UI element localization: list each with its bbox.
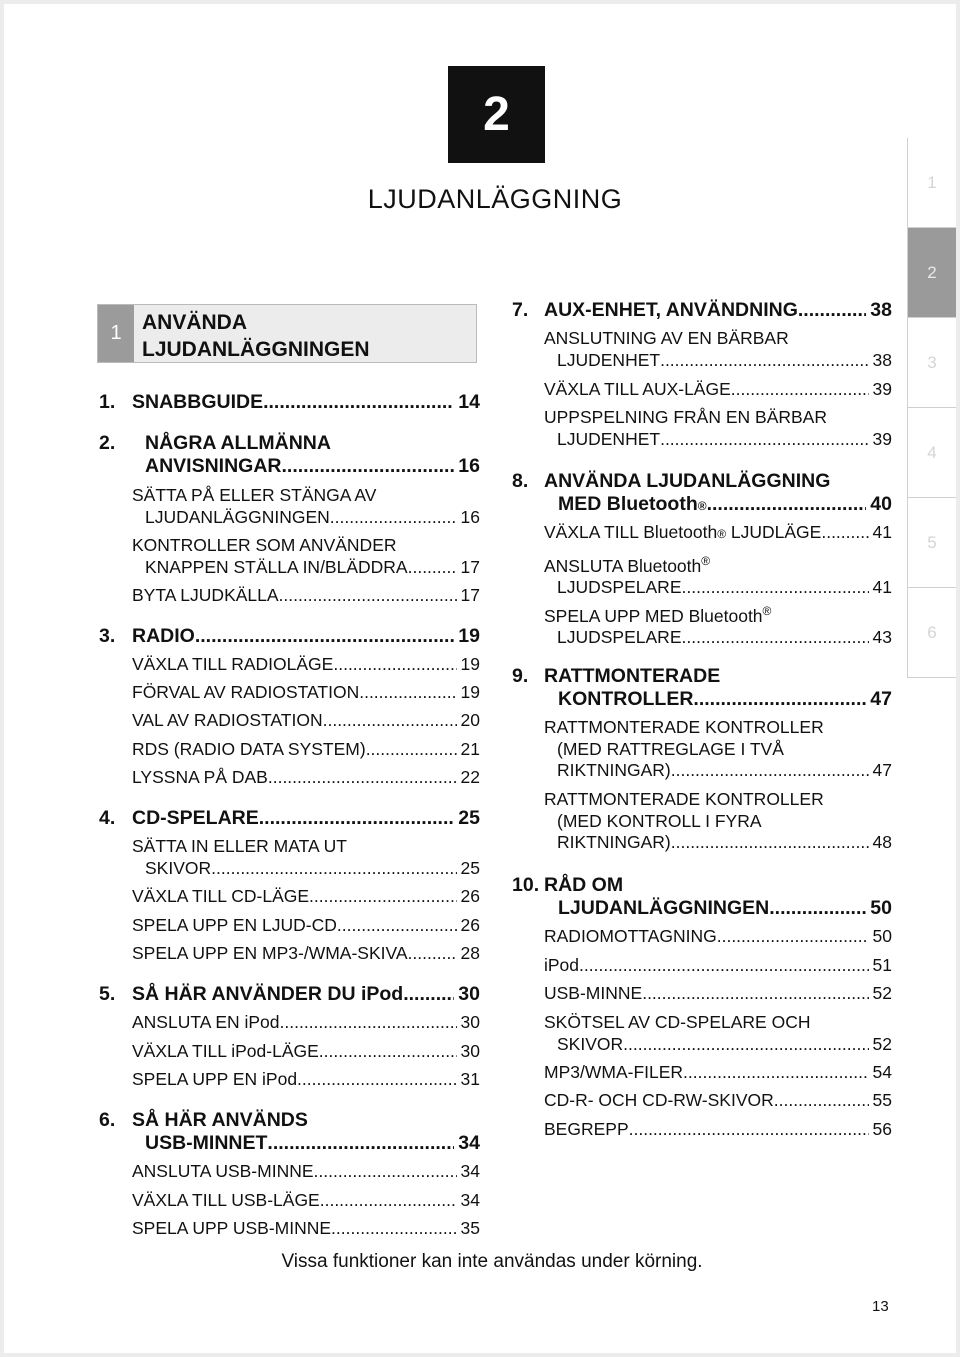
subentry-page: 19 bbox=[460, 654, 480, 674]
subentry-text: LYSSNA PÅ DAB bbox=[132, 767, 268, 787]
subentry-text-after: LJUDLÄGE bbox=[726, 522, 822, 542]
subentry-page: 31 bbox=[460, 1069, 480, 1089]
entry-number: 5. bbox=[99, 983, 116, 1005]
subentry-text: BYTA LJUDKÄLLA bbox=[132, 585, 279, 605]
entry-page: 16 bbox=[458, 455, 480, 477]
toc-subentry[interactable] bbox=[544, 551, 892, 599]
toc-subentry[interactable] bbox=[132, 682, 480, 704]
section-title-line1: ANVÄNDA bbox=[142, 311, 247, 334]
toc-subentry[interactable] bbox=[544, 407, 892, 450]
subentry-text-line2: (MED RATTREGLAGE I TVÅ bbox=[557, 738, 784, 759]
subentry-text: LJUDSPELARE bbox=[557, 627, 682, 648]
subentry-page: 54 bbox=[872, 1062, 892, 1082]
subentry-text: LJUDANLÄGGNINGEN bbox=[145, 506, 330, 527]
subentry-text: LJUDENHET bbox=[557, 349, 661, 370]
subentry-page: 41 bbox=[872, 522, 892, 542]
subentry-text: SKIVOR bbox=[557, 1033, 624, 1054]
subentry-text: BEGREPP bbox=[544, 1119, 629, 1139]
subentry-text-line1: ANSLUTA Bluetooth bbox=[544, 555, 702, 576]
subentry-text-line1: SKÖTSEL AV CD-SPELARE OCH bbox=[544, 1012, 811, 1032]
page-number: 13 bbox=[872, 1298, 889, 1315]
entry-number: 9. bbox=[512, 665, 529, 687]
toc-subentry[interactable] bbox=[544, 983, 892, 1005]
toc-subentry[interactable] bbox=[132, 1161, 480, 1183]
subentry-text: RADIOMOTTAGNING bbox=[544, 926, 717, 946]
subentry-page: 22 bbox=[460, 767, 480, 787]
toc-subentry[interactable] bbox=[132, 739, 480, 761]
toc-subentry[interactable] bbox=[544, 1119, 892, 1141]
toc-entry[interactable] bbox=[512, 874, 892, 920]
entry-title-line1: NÅGRA ALLMÄNNA bbox=[145, 432, 331, 454]
entry-title: MED Bluetooth bbox=[558, 493, 698, 515]
entry-page: 34 bbox=[458, 1132, 480, 1154]
entry-page: 38 bbox=[870, 299, 892, 321]
subentry-page: 30 bbox=[460, 1012, 480, 1032]
subentry-text: VÄXLA TILL CD-LÄGE bbox=[132, 886, 310, 906]
toc-subentry[interactable] bbox=[544, 789, 892, 854]
registered-mark: ® bbox=[717, 527, 727, 541]
entry-number: 7. bbox=[512, 299, 529, 321]
subentry-text: SPELA UPP USB-MINNE bbox=[132, 1218, 332, 1238]
subentry-text: KNAPPEN STÄLLA IN/BLÄDDRA bbox=[145, 556, 408, 577]
entry-number: 1. bbox=[99, 391, 116, 413]
subentry-text: LJUDENHET bbox=[557, 428, 661, 449]
subentry-text: VAL AV RADIOSTATION bbox=[132, 710, 323, 730]
subentry-page: 43 bbox=[872, 627, 892, 648]
toc-subentry[interactable] bbox=[132, 915, 480, 937]
subentry-text: VÄXLA TILL iPod-LÄGE bbox=[132, 1041, 319, 1061]
toc-subentry[interactable] bbox=[132, 585, 480, 607]
entry-page: 47 bbox=[870, 688, 892, 710]
subentry-text: RIKTNINGAR) bbox=[557, 832, 671, 852]
chapter-number: 2 bbox=[483, 88, 510, 141]
subentry-page: 55 bbox=[872, 1090, 892, 1110]
subentry-text: SKIVOR bbox=[145, 857, 212, 878]
subentry-text: USB-MINNE bbox=[544, 983, 643, 1003]
entry-title: RADIO bbox=[132, 625, 195, 647]
entry-title-line1: ANVÄNDA LJUDANLÄGGNING bbox=[544, 470, 831, 492]
entry-title: ANVISNINGAR bbox=[145, 455, 282, 477]
subentry-text-line1: RATTMONTERADE KONTROLLER bbox=[544, 789, 824, 809]
subentry-text-line1: KONTROLLER SOM ANVÄNDER bbox=[132, 535, 397, 555]
subentry-text: FÖRVAL AV RADIOSTATION bbox=[132, 682, 360, 702]
subentry-page: 41 bbox=[872, 577, 892, 598]
subentry-page: 20 bbox=[460, 710, 480, 730]
subentry-text: VÄXLA TILL Bluetooth bbox=[544, 522, 718, 542]
subentry-page: 26 bbox=[460, 886, 480, 906]
subentry-text: iPod bbox=[544, 955, 580, 975]
footer-note: Vissa funktioner kan inte användas under körning. bbox=[281, 1251, 703, 1272]
subentry-text-line1: SÄTTA IN ELLER MATA UT bbox=[132, 836, 347, 856]
toc-subentry[interactable] bbox=[132, 767, 480, 789]
toc-subentry[interactable] bbox=[544, 379, 892, 401]
side-tab-4[interactable]: 4 bbox=[908, 408, 956, 498]
toc-subentry[interactable] bbox=[132, 836, 480, 879]
subentry-text-line1: ANSLUTNING AV EN BÄRBAR bbox=[544, 328, 789, 348]
entry-title: SNABBGUIDE bbox=[132, 391, 264, 413]
entry-title: KONTROLLER bbox=[558, 688, 694, 710]
entry-title: LJUDANLÄGGNINGEN bbox=[558, 897, 770, 919]
subentry-text-line1: UPPSPELNING FRÅN EN BÄRBAR bbox=[544, 407, 827, 427]
subentry-page: 28 bbox=[460, 943, 480, 963]
subentry-text-line1: SPELA UPP MED Bluetooth bbox=[544, 605, 763, 626]
section-title bbox=[134, 305, 370, 362]
subentry-text: LJUDSPELARE bbox=[557, 577, 682, 598]
registered-mark: ® bbox=[762, 604, 772, 618]
entry-page: 25 bbox=[458, 807, 480, 829]
subentry-text: VÄXLA TILL USB-LÄGE bbox=[132, 1190, 320, 1210]
section-title-line2: LJUDANLÄGGNINGEN bbox=[142, 338, 370, 361]
entry-title: AUX-ENHET, ANVÄNDNING bbox=[544, 299, 798, 321]
entry-page: 19 bbox=[458, 625, 480, 647]
side-tab-2[interactable]: 2 bbox=[908, 228, 956, 318]
section-number: 1 bbox=[98, 305, 134, 362]
entry-title-line1: RATTMONTERADE bbox=[544, 665, 721, 687]
toc-entry[interactable] bbox=[512, 299, 892, 322]
toc-subentry[interactable] bbox=[132, 1069, 480, 1091]
entry-number: 2. bbox=[99, 432, 116, 454]
toc-subentry[interactable] bbox=[544, 328, 892, 371]
toc-subentry[interactable] bbox=[132, 1190, 480, 1212]
subentry-text: RIKTNINGAR) bbox=[557, 760, 671, 780]
entry-page: 14 bbox=[458, 391, 480, 413]
entry-title-line1: RÅD OM bbox=[544, 874, 624, 896]
toc-subentry[interactable] bbox=[132, 1041, 480, 1063]
toc-entry[interactable] bbox=[99, 432, 480, 478]
toc-subentry[interactable] bbox=[132, 1012, 480, 1034]
toc-subentry[interactable] bbox=[132, 710, 480, 732]
side-tab-1[interactable]: 1 bbox=[908, 138, 956, 228]
toc-subentry[interactable] bbox=[544, 1012, 892, 1055]
toc-subentry[interactable] bbox=[544, 1062, 892, 1084]
section-header bbox=[97, 304, 477, 363]
subentry-text-line2: (MED KONTROLL I FYRA bbox=[557, 810, 762, 831]
subentry-page: 52 bbox=[872, 1033, 892, 1054]
registered-mark: ® bbox=[697, 499, 707, 513]
toc-subentry[interactable] bbox=[544, 522, 892, 546]
chapter-title: LJUDANLÄGGNING bbox=[367, 184, 623, 214]
subentry-page: 21 bbox=[460, 739, 480, 759]
subentry-page: 17 bbox=[460, 556, 480, 577]
entry-number: 8. bbox=[512, 470, 529, 492]
toc-entry[interactable] bbox=[99, 391, 480, 414]
side-tab-3[interactable]: 3 bbox=[908, 318, 956, 408]
subentry-page: 51 bbox=[872, 955, 892, 975]
toc-subentry[interactable] bbox=[132, 535, 480, 578]
toc-subentry[interactable] bbox=[132, 654, 480, 676]
toc-subentry[interactable] bbox=[544, 955, 892, 977]
subentry-page: 56 bbox=[872, 1119, 892, 1139]
subentry-page: 39 bbox=[872, 379, 892, 399]
subentry-page: 17 bbox=[460, 585, 480, 605]
toc-subentry[interactable] bbox=[544, 601, 892, 649]
subentry-text: ANSLUTA EN iPod bbox=[132, 1012, 280, 1032]
entry-page: 40 bbox=[870, 493, 892, 515]
subentry-text: RDS (RADIO DATA SYSTEM) bbox=[132, 739, 366, 759]
entry-number: 6. bbox=[99, 1109, 116, 1131]
entry-title-line1: SÅ HÄR ANVÄNDS bbox=[132, 1109, 308, 1131]
toc-subentry[interactable] bbox=[132, 943, 480, 965]
toc-entry[interactable] bbox=[99, 625, 480, 648]
toc-subentry[interactable] bbox=[132, 886, 480, 908]
subentry-text: VÄXLA TILL AUX-LÄGE bbox=[544, 379, 731, 399]
subentry-page: 39 bbox=[872, 428, 892, 449]
entry-title: SÅ HÄR ANVÄNDER DU iPod bbox=[132, 983, 404, 1005]
subentry-page: 16 bbox=[460, 506, 480, 527]
toc-subentry[interactable] bbox=[544, 1090, 892, 1112]
subentry-text-line1: SÄTTA PÅ ELLER STÄNGA AV bbox=[132, 485, 377, 505]
subentry-page: 48 bbox=[872, 832, 892, 852]
entry-page: 30 bbox=[458, 983, 480, 1005]
toc-entry[interactable] bbox=[512, 665, 892, 711]
subentry-text-line1: RATTMONTERADE KONTROLLER bbox=[544, 717, 824, 737]
entry-number: 3. bbox=[99, 625, 116, 647]
toc-subentry[interactable] bbox=[544, 926, 892, 948]
subentry-text: VÄXLA TILL RADIOLÄGE bbox=[132, 654, 334, 674]
subentry-page: 34 bbox=[460, 1161, 480, 1181]
subentry-text: ANSLUTA USB-MINNE bbox=[132, 1161, 314, 1181]
toc-subentry[interactable] bbox=[132, 485, 480, 528]
subentry-page: 50 bbox=[872, 926, 892, 946]
subentry-page: 19 bbox=[460, 682, 480, 702]
entry-number: 10. bbox=[512, 874, 540, 896]
toc-entry[interactable] bbox=[99, 1109, 480, 1155]
chapter-side-tabs bbox=[907, 138, 956, 678]
subentry-page: 35 bbox=[460, 1218, 480, 1238]
registered-mark: ® bbox=[701, 554, 711, 568]
side-tab-5[interactable]: 5 bbox=[908, 498, 956, 588]
subentry-page: 26 bbox=[460, 915, 480, 935]
toc-entry[interactable] bbox=[99, 983, 480, 1006]
subentry-text: CD-R- OCH CD-RW-SKIVOR bbox=[544, 1090, 774, 1110]
subentry-page: 25 bbox=[460, 857, 480, 878]
subentry-text: MP3/WMA-FILER bbox=[544, 1062, 684, 1082]
subentry-text: SPELA UPP EN iPod bbox=[132, 1069, 298, 1089]
subentry-page: 38 bbox=[872, 349, 892, 370]
subentry-page: 52 bbox=[872, 983, 892, 1003]
subentry-page: 34 bbox=[460, 1190, 480, 1210]
toc-entry[interactable] bbox=[99, 807, 480, 830]
entry-page: 50 bbox=[870, 897, 892, 919]
subentry-text: SPELA UPP EN LJUD-CD bbox=[132, 915, 337, 935]
subentry-page: 47 bbox=[872, 760, 892, 780]
entry-title: CD-SPELARE bbox=[132, 807, 259, 829]
chapter-number-box bbox=[448, 66, 545, 163]
toc-subentry[interactable] bbox=[132, 1218, 480, 1240]
subentry-page: 30 bbox=[460, 1041, 480, 1061]
entry-number: 4. bbox=[99, 807, 116, 829]
subentry-text: SPELA UPP EN MP3-/WMA-SKIVA bbox=[132, 943, 408, 963]
entry-title: USB-MINNET bbox=[145, 1132, 268, 1154]
toc-subentry[interactable] bbox=[544, 717, 892, 782]
toc-entry[interactable] bbox=[512, 470, 892, 518]
side-tab-6[interactable]: 6 bbox=[908, 588, 956, 678]
